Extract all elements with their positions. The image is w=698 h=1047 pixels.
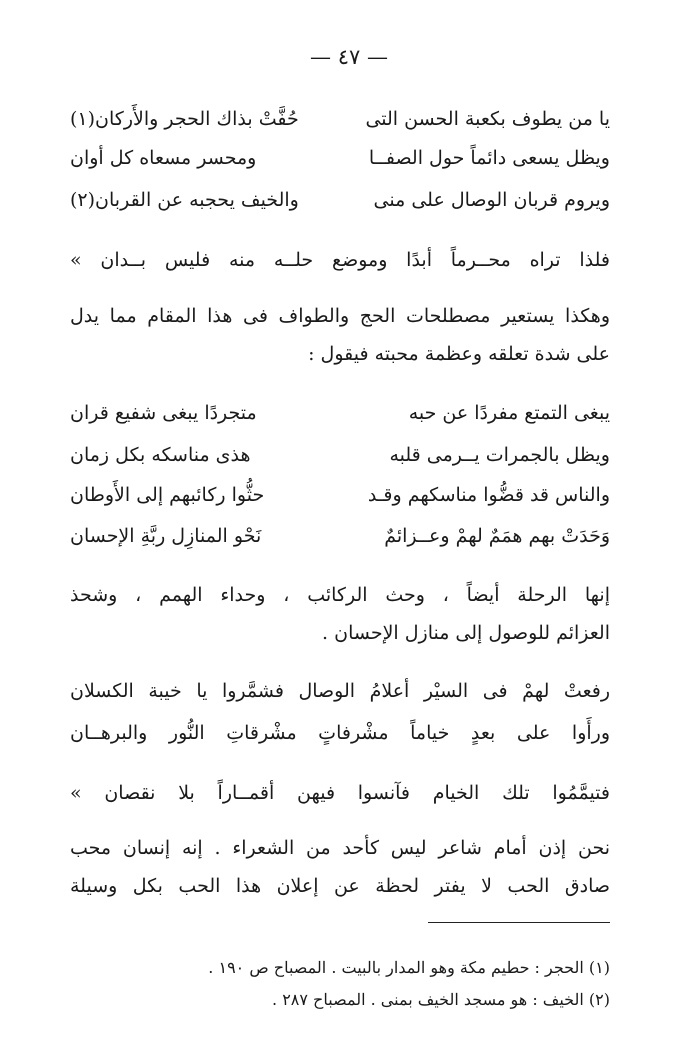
verse-line — [70, 189, 610, 223]
verse-first-hemistich: ويظل بالجمرات يــرمى قلبه — [389, 444, 610, 466]
verse-line-full: ورأَوا على بعدٍ خياماً مشْرفاتٍ مشْرقاتِ النُّور والبرهــان — [70, 722, 610, 744]
footnote-divider — [428, 922, 610, 923]
verse-second-hemistich: نَحْو المنازِل ربَّةِ الإحسان — [70, 525, 262, 547]
verse-line-full: فتيمَّمُوا تلك الخيام فآنسوا فيهن أقمــاراً بلا نقصان » — [70, 782, 610, 804]
page-number: — ٤٧ — — [310, 45, 388, 69]
footnote: (١) الحجر : حطيم مكة وهو المدار بالبيت . المصباح ص ١٩٠ . — [208, 958, 610, 977]
verse-line — [70, 108, 610, 142]
verse-second-hemistich: ومحسر مسعاه كل أوان — [70, 147, 257, 169]
paragraph-line: العزائم للوصول إلى منازل الإحسان . — [322, 622, 610, 644]
verse-line — [70, 402, 610, 436]
verse-line-full: فلذا تراه محــرماً أبدًا وموضع حلــه منه فليس بــدان » — [70, 249, 610, 271]
paragraph-line: وهكذا يستعير مصطلحات الحج والطواف فى هذا المقام مما يدل — [70, 305, 610, 327]
verse-second-hemistich: متجردًا يبغى شفيع قران — [70, 402, 257, 424]
paragraph-line: نحن إذن أمام شاعر ليس كأحد من الشعراء . إنه إنسان محب — [70, 837, 610, 859]
verse-first-hemistich: ويروم قربان الوصال على منى — [373, 189, 610, 211]
verse-first-hemistich: وَحَدَتْ بهم همَمٌ لهمْ وعــزائمٌ — [384, 525, 610, 547]
footnote: (٢) الخيف : هو مسجد الخيف بمنى . المصباح ٢٨٧ . — [272, 990, 610, 1009]
verse-first-hemistich: يبغى التمتع مفردًا عن حبه — [408, 402, 610, 424]
verse-first-hemistich: يا من يطوف بكعبة الحسن التى — [365, 108, 610, 130]
verse-second-hemistich: حُفَّتْ بذاك الحجر والأَركان(١) — [70, 108, 299, 130]
verse-first-hemistich: ويظل يسعى دائماً حول الصفــا — [368, 147, 610, 169]
paragraph-line: صادق الحب لا يفتر لحظة عن إعلان هذا الحب بكل وسيلة — [70, 875, 610, 897]
verse-first-hemistich: والناس قد قضُّوا مناسكهم وقـد — [367, 484, 610, 506]
verse-line — [70, 525, 610, 559]
paragraph-line: إنها الرحلة أيضاً ، وحث الركائب ، وحداء الهمم ، وشحذ — [70, 584, 610, 606]
paragraph-line: على شدة تعلقه وعظمة محبته فيقول : — [308, 343, 610, 365]
verse-second-hemistich: حثُّوا ركائبهم إلى الأَوطان — [70, 484, 265, 506]
verse-second-hemistich: هذى مناسكه بكل زمان — [70, 444, 251, 466]
verse-second-hemistich: والخيف يحجبه عن القربان(٢) — [70, 189, 299, 211]
verse-line — [70, 444, 610, 478]
verse-line — [70, 484, 610, 518]
verse-line-full: رفعتْ لهمْ فى السيْر أعلامُ الوصال فشمَّروا يا خيبة الكسلان — [70, 680, 610, 702]
verse-line — [70, 147, 610, 181]
